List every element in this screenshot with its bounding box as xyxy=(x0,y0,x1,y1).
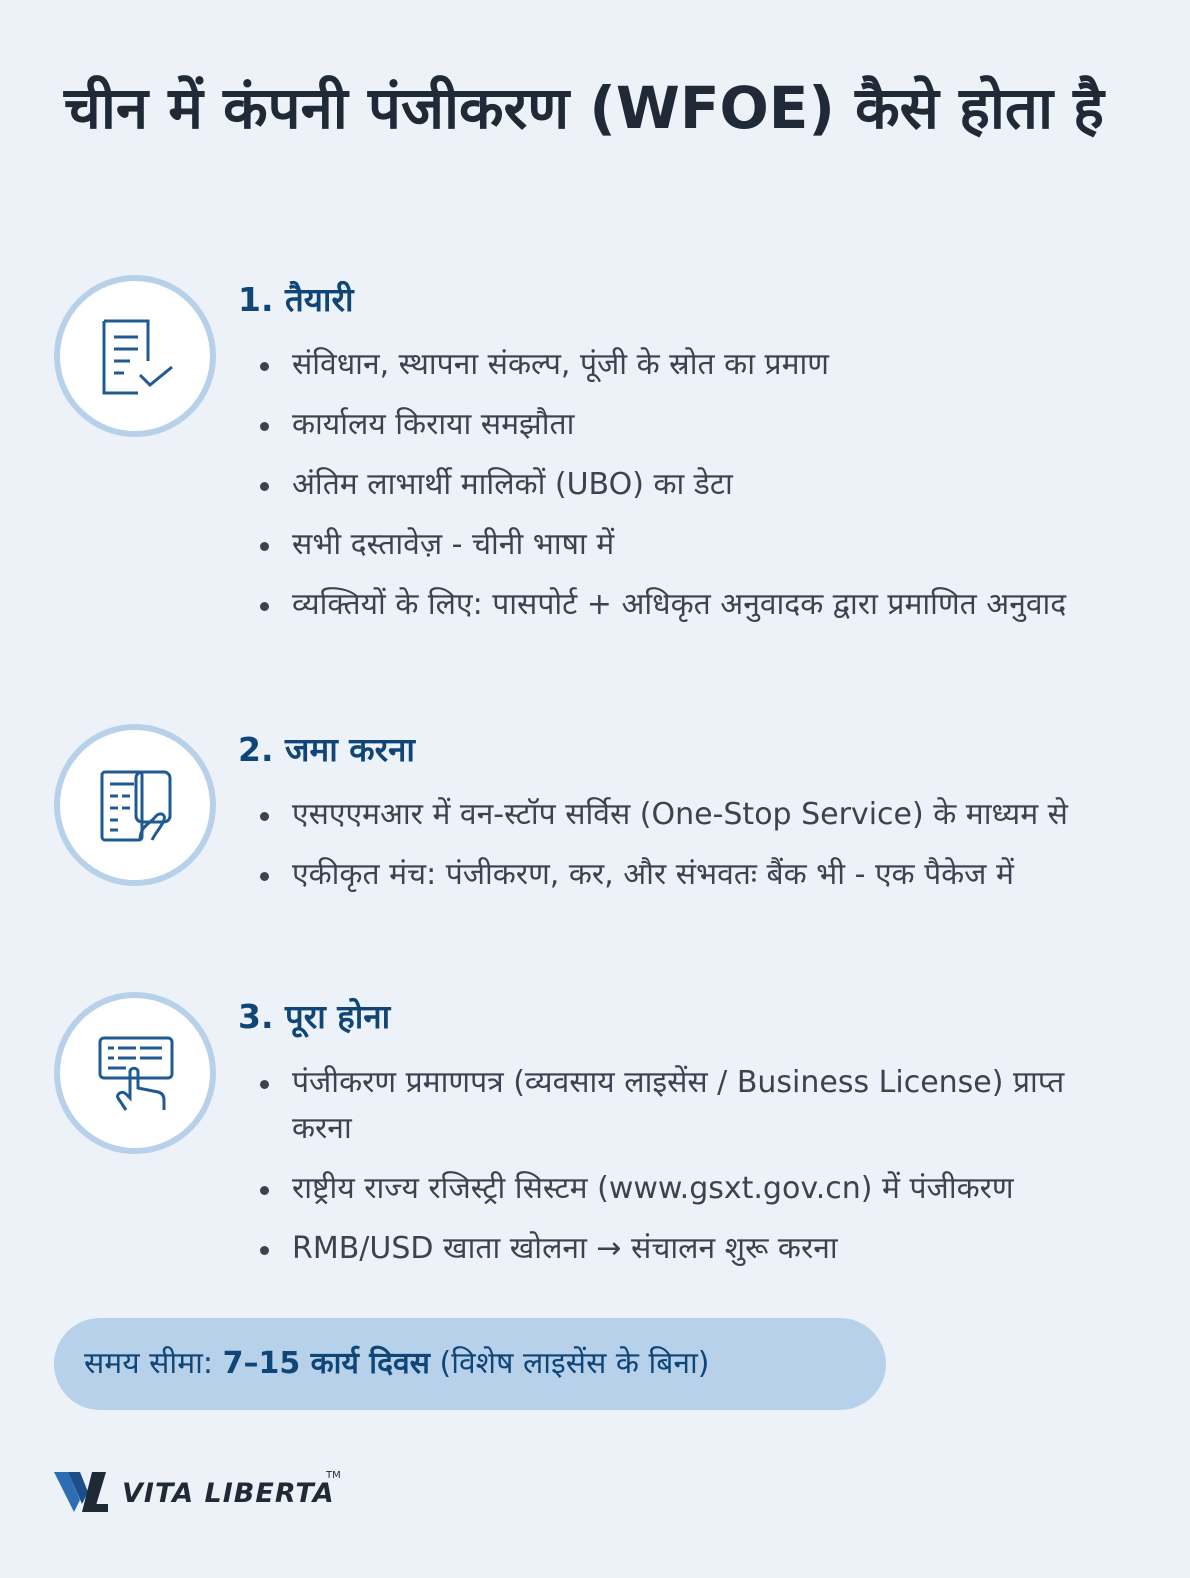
list-item: व्यक्तियों के लिए: पासपोर्ट + अधिकृत अनुवादक द्वारा प्रमाणित अनुवाद xyxy=(260,582,1130,628)
step-3-icon-ring xyxy=(54,992,216,1154)
page-title: चीन में कंपनी पंजीकरण (WFOE) कैसे होता है xyxy=(64,74,1104,142)
brand-logo xyxy=(54,1470,354,1514)
timeline-badge xyxy=(54,1318,886,1410)
trademark-mark: TM xyxy=(326,1470,341,1481)
logo-text: VITA LIBERTA xyxy=(122,1478,335,1509)
list-item: पंजीकरण प्रमाणपत्र (व्यवसाय लाइसेंस / Business License) प्राप्त करना xyxy=(260,1060,1130,1152)
list-item: संविधान, स्थापना संकल्प, पूंजी के स्रोत का प्रमाण xyxy=(260,342,1130,388)
list-item: कार्यालय किराया समझौता xyxy=(260,402,1130,448)
list-item: सभी दस्तावेज़ - चीनी भाषा में xyxy=(260,522,1130,568)
step-1-list xyxy=(260,342,1130,628)
step-3-title: 3. पूरा होना xyxy=(238,997,391,1036)
step-2-title: 2. जमा करना xyxy=(238,730,415,769)
timeline-label: समय सीमा: xyxy=(84,1346,214,1381)
touch-screen-icon xyxy=(96,1034,176,1114)
list-item: RMB/USD खाता खोलना → संचालन शुरू करना xyxy=(260,1226,1130,1272)
list-item: एसएएमआर में वन-स्टॉप सर्विस (One-Stop Service) के माध्यम से xyxy=(260,792,1130,838)
list-item: अंतिम लाभार्थी मालिकों (UBO) का डेटा xyxy=(260,462,1130,508)
step-2-icon-ring xyxy=(54,724,216,886)
step-2-list xyxy=(260,792,1130,898)
step-3-list xyxy=(260,1060,1130,1272)
step-1-icon-ring xyxy=(54,275,216,437)
document-submit-icon xyxy=(96,766,176,846)
timeline-value: 7–15 कार्य दिवस xyxy=(222,1346,430,1381)
list-item: एकीकृत मंच: पंजीकरण, कर, और संभवतः बैंक भी - एक पैकेज में xyxy=(260,852,1130,898)
vita-liberta-logo-icon xyxy=(54,1470,110,1514)
step-1-title: 1. तैयारी xyxy=(238,280,354,319)
document-check-icon xyxy=(96,317,176,397)
timeline-note: (विशेष लाइसेंस के बिना) xyxy=(439,1346,710,1381)
list-item: राष्ट्रीय राज्य रजिस्ट्री सिस्टम (www.gsxt.gov.cn) में पंजीकरण xyxy=(260,1166,1130,1212)
